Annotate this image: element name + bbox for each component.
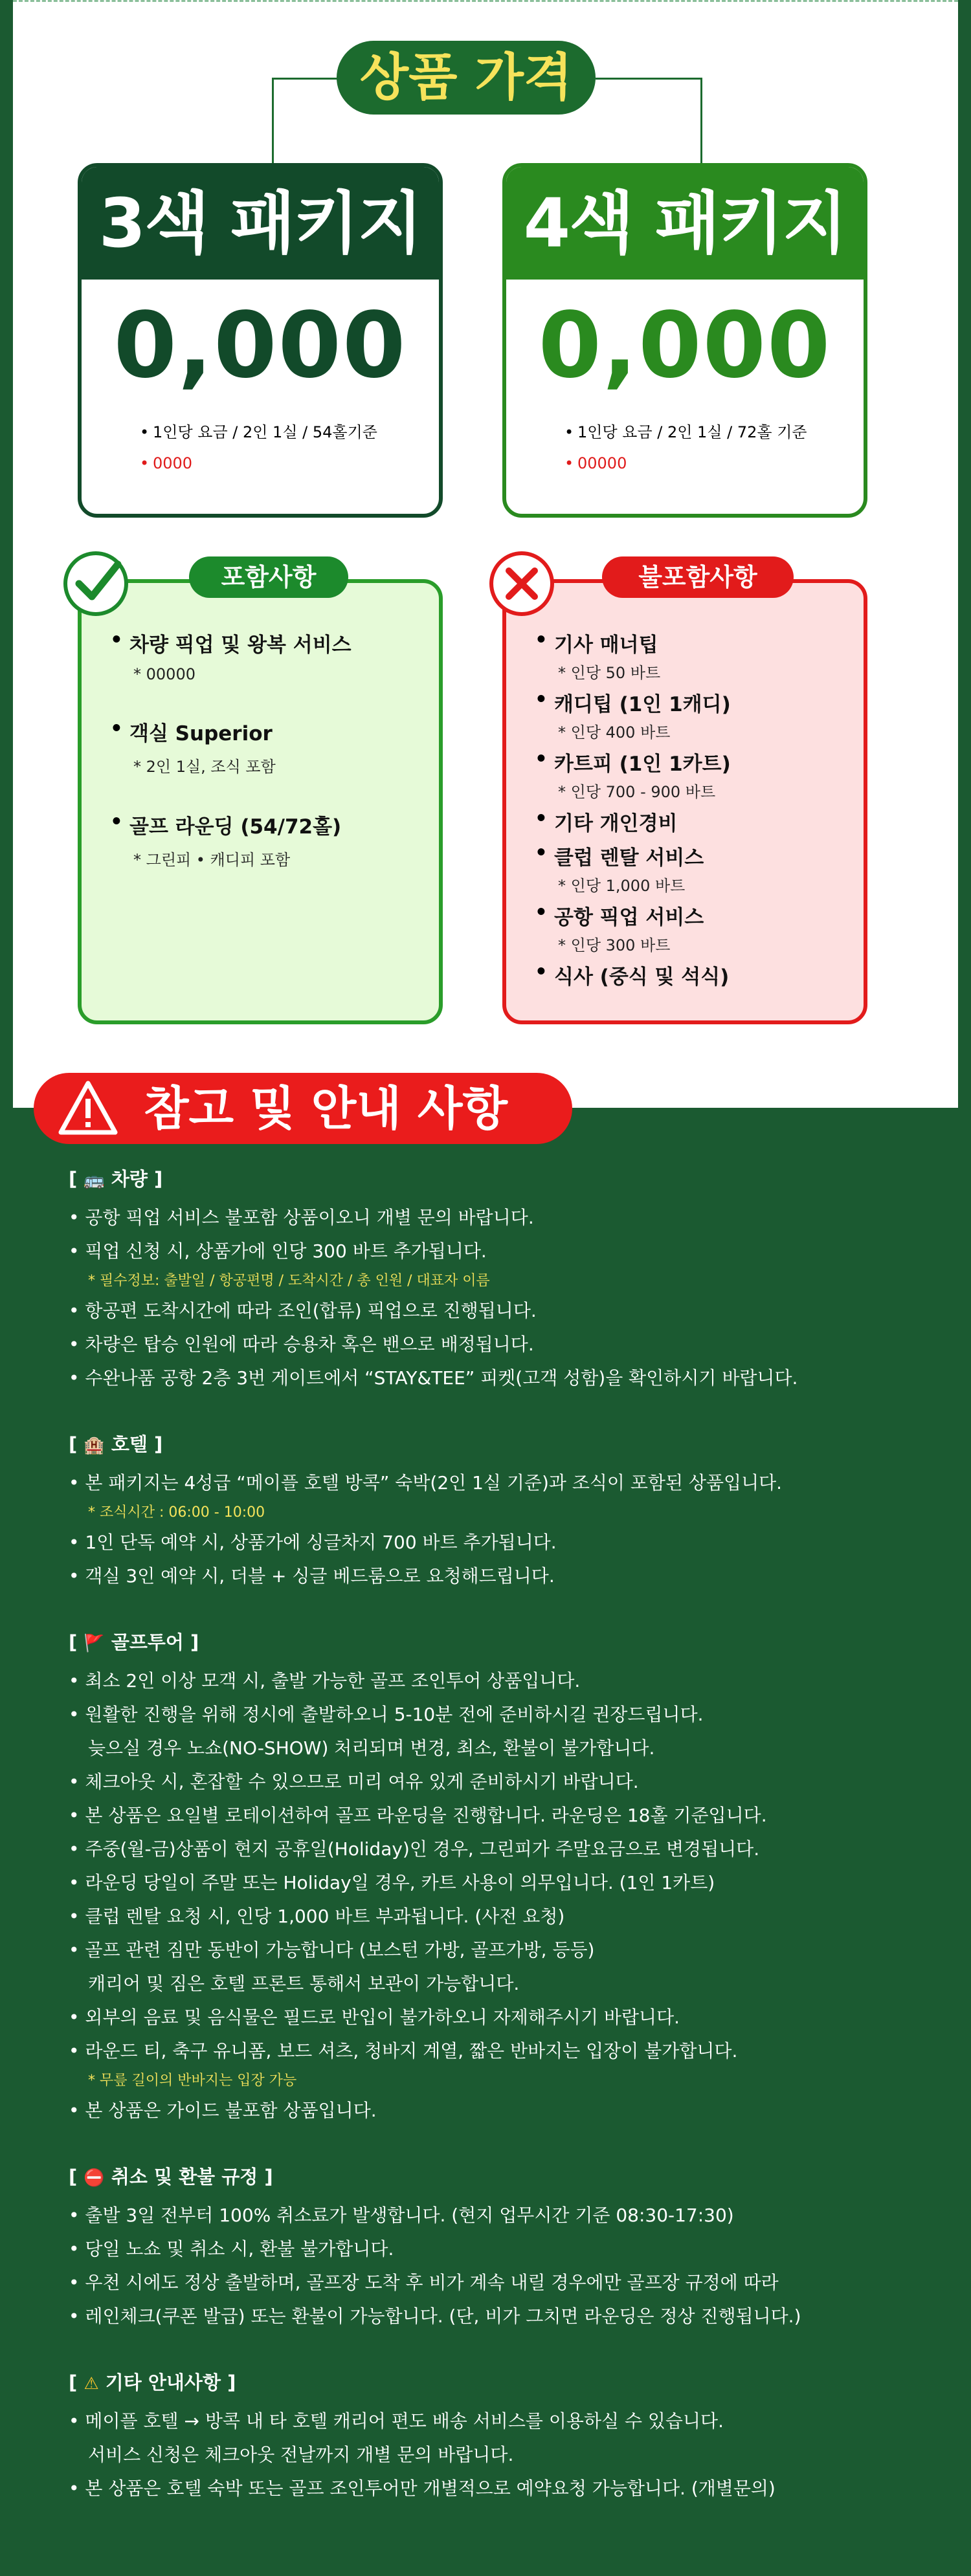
- excluded-item-label: • 카트피 (1인 1카트): [554, 753, 731, 776]
- notice-line: • 골프 관련 짐만 동반이 가능합니다 (보스턴 가방, 골프가방, 등등): [69, 1939, 595, 1961]
- section-title: [ 🏨 호텔 ]: [69, 1433, 163, 1455]
- included-item-label: • 골프 라운딩 (54/72홀): [129, 815, 342, 839]
- notice-line: • 본 패키지는 4성급 “메이플 호텔 방콕” 숙박(2인 1실 기준)과 조식이 포함된 상품입니다.: [69, 1472, 783, 1493]
- notice-line: • 본 상품은 요일별 로테이션하여 골프 라운딩을 진행합니다. 라운딩은 18홀 기준입니다.: [69, 1805, 767, 1826]
- excluded-item: [535, 747, 731, 802]
- notice-text: 체크아웃 시, 혼잡할 수 있으므로 미리 여유 있게 준비하시기 바랍니다.: [85, 1771, 639, 1792]
- package-info: • 1인당 요금 / 2인 1실 / 72홀 기준: [564, 417, 864, 448]
- package-price: 0,000: [113, 293, 407, 399]
- section-title: [ ⚠ 기타 안내사항 ]: [69, 2372, 236, 2394]
- notice-text: 라운드 티, 축구 유니폼, 보드 셔츠, 청바지 계열, 짧은 반바지는 입장이 불가합니다.: [85, 2040, 738, 2062]
- included-item: [110, 810, 352, 870]
- no-entry-icon: ⛔: [84, 2168, 105, 2188]
- notice-line: • 본 상품은 호텔 숙박 또는 골프 조인투어만 개별적으로 예약요청 가능합니다. (개별문의): [69, 2478, 776, 2499]
- notice-line: • 최소 2인 이상 모객 시, 출발 가능한 골프 조인투어 상품입니다.: [69, 1670, 581, 1691]
- notice-line: • 클럽 렌탈 요청 시, 인당 1,000 바트 부과됩니다. (사전 요청): [69, 1906, 565, 1927]
- connector-left: [272, 78, 339, 165]
- notice-text: 수완나품 공항 2층 3번 게이트에서 “STAY&TEE” 피켓(고객 성함)을 확인하시기 바랍니다.: [85, 1367, 798, 1389]
- warning-small-icon: ⚠: [84, 2374, 99, 2394]
- notice-text: 1인 단독 예약 시, 상품가에 싱글차지 700 바트 추가됩니다.: [85, 1532, 557, 1553]
- hotel-icon: 🏨: [84, 1436, 105, 1455]
- notice-line: • 원활한 진행을 위해 정시에 출발하오니 5-10분 전에 준비하시길 권장드립니다.: [69, 1704, 704, 1725]
- notice-text: 항공편 도착시간에 따라 조인(합류) 픽업으로 진행됩니다.: [85, 1300, 537, 1321]
- section-title-text: 취소 및 환불 규정: [111, 2166, 258, 2188]
- notice-line: • 레인체크(쿠폰 발급) 또는 환불이 가능합니다. (단, 비가 그치면 라운딩은 정상 진행됩니다.): [69, 2306, 801, 2327]
- package-card-4color: [502, 163, 867, 518]
- notice-text: 주중(월-금)상품이 현지 공휴일(Holiday)인 경우, 그린피가 주말요금으로 변경됩니다.: [85, 1838, 760, 1860]
- notice-text: 공항 픽업 서비스 불포함 상품이오니 개별 문의 바랍니다.: [85, 1207, 534, 1228]
- excluded-item-label: • 공항 픽업 서비스: [554, 906, 704, 929]
- included-item: [110, 628, 352, 683]
- notice-sub: * 무릎 길이의 반바지는 입장 가능: [88, 2073, 297, 2089]
- notice-text: 메이플 호텔 → 방콕 내 타 호텔 캐리어 편도 배송 서비스를 이용하실 수 있습니다.: [85, 2410, 724, 2432]
- notice-section-vehicle: [69, 1165, 930, 1395]
- notice-line: • 차량은 탑승 인원에 따라 승용차 혹은 밴으로 배정됩니다.: [69, 1334, 534, 1355]
- package-price: 0,000: [538, 293, 832, 399]
- connector-right: [596, 78, 702, 165]
- notice-line: • 당일 노쇼 및 취소 시, 환불 불가합니다.: [69, 2238, 394, 2260]
- notice-text: 원활한 진행을 위해 정시에 출발하오니 5-10분 전에 준비하시길 권장드립니다.: [85, 1704, 704, 1725]
- notice-content: [69, 1165, 930, 2540]
- x-icon: [489, 551, 554, 616]
- package-card-3color: [78, 163, 443, 518]
- package-name: 4색 패키지: [506, 167, 864, 280]
- notice-section-etc: [69, 2368, 930, 2505]
- notice-line: • 출발 3일 전부터 100% 취소료가 발생합니다. (현지 업무시간 기준 08:30-17:30): [69, 2205, 734, 2226]
- included-item-label: • 객실 Superior: [129, 722, 273, 745]
- notice-line: • 항공편 도착시간에 따라 조인(합류) 픽업으로 진행됩니다.: [69, 1300, 537, 1321]
- section-title: [ ⛔ 취소 및 환불 규정 ]: [69, 2166, 273, 2188]
- excluded-box: [502, 579, 867, 1024]
- notice-text: 우천 시에도 정상 출발하며, 골프장 도착 후 비가 계속 내릴 경우에만 골프장 규정에 따라: [85, 2272, 779, 2293]
- notice-text: 외부의 음료 및 음식물은 필드로 반입이 불가하오니 자제해주시기 바랍니다.: [85, 2007, 680, 2028]
- notice-cont: 서비스 신청은 체크아웃 전날까지 개별 문의 바랍니다.: [88, 2444, 514, 2465]
- section-title-text: 골프투어: [111, 1631, 184, 1653]
- notice-section-golf: [69, 1628, 930, 2128]
- package-info-list: [140, 417, 439, 479]
- notice-text: 출발 3일 전부터 100% 취소료가 발생합니다. (현지 업무시간 기준 08:30-17:30): [85, 2205, 734, 2226]
- included-item-sub: * 00000: [133, 665, 195, 683]
- check-icon: [63, 551, 128, 616]
- excluded-item: [535, 901, 731, 955]
- notice-text: 당일 노쇼 및 취소 시, 환불 불가합니다.: [85, 2238, 394, 2260]
- warning-icon: [58, 1079, 118, 1136]
- notice-line: • 주중(월-금)상품이 현지 공휴일(Holiday)인 경우, 그린피가 주말요금으로 변경됩니다.: [69, 1838, 760, 1860]
- included-item-sub: * 2인 1실, 조식 포함: [133, 758, 276, 776]
- package-info-list: [564, 417, 864, 479]
- included-item: [110, 717, 352, 776]
- bus-icon: 🚌: [84, 1171, 105, 1190]
- notice-text: 본 상품은 요일별 로테이션하여 골프 라운딩을 진행합니다. 라운딩은 18홀 기준입니다.: [85, 1805, 767, 1826]
- notice-text: 본 패키지는 4성급 “메이플 호텔 방콕” 숙박(2인 1실 기준)과 조식이 포함된 상품입니다.: [85, 1472, 783, 1493]
- notice-cont: 늦으실 경우 노쇼(NO-SHOW) 처리되며 변경, 최소, 환불이 불가합니다.: [88, 1737, 655, 1759]
- notice-sub: * 조식시간 : 06:00 - 10:00: [88, 1504, 265, 1521]
- excluded-item-sub: * 인당 300 바트: [558, 936, 671, 954]
- excluded-item: [535, 628, 731, 683]
- notice-text: 픽업 신청 시, 상품가에 인당 300 바트 추가됩니다.: [85, 1240, 487, 1262]
- notice-line: • 1인 단독 예약 시, 상품가에 싱글차지 700 바트 추가됩니다.: [69, 1532, 557, 1553]
- excluded-item-label: • 캐디팁 (1인 1캐디): [554, 693, 731, 716]
- notice-text: 본 상품은 가이드 불포함 상품입니다.: [85, 2100, 377, 2121]
- excluded-item-sub: * 인당 700 - 900 바트: [558, 783, 716, 801]
- included-title: 포함사항: [189, 556, 348, 598]
- section-title-text: 호텔: [111, 1433, 148, 1455]
- notice-section-hotel: [69, 1430, 930, 1593]
- included-item-label: • 차량 픽업 및 왕복 서비스: [129, 633, 352, 657]
- notice-line: • 라운딩 당일이 주말 또는 Holiday일 경우, 카트 사용이 의무입니다. (1인 1카트): [69, 1872, 715, 1893]
- excluded-item: [535, 688, 731, 742]
- notice-line: • 메이플 호텔 → 방콕 내 타 호텔 캐리어 편도 배송 서비스를 이용하실 수 있습니다.: [69, 2410, 724, 2432]
- excluded-title: 불포함사항: [602, 556, 794, 598]
- notice-text: 레인체크(쿠폰 발급) 또는 환불이 가능합니다. (단, 비가 그치면 라운딩은 정상 진행됩니다.): [85, 2306, 801, 2327]
- excluded-item-label: • 기타 개인경비: [554, 812, 678, 835]
- section-title: [ 🚩 골프투어 ]: [69, 1631, 199, 1653]
- notice-cont: 캐리어 및 짐은 호텔 프론트 통해서 보관이 가능합니다.: [88, 1973, 520, 1994]
- included-item-sub: * 그린피 • 캐디피 포함: [133, 851, 291, 869]
- section-title-text: 차량: [111, 1168, 148, 1190]
- notice-text: 객실 3인 예약 시, 더블 + 싱글 베드룸으로 요청해드립니다.: [85, 1565, 555, 1587]
- excluded-item: [535, 960, 731, 989]
- package-note: • 00000: [564, 448, 864, 479]
- package-name: 3색 패키지: [82, 167, 439, 280]
- excluded-item-label: • 클럽 렌탈 서비스: [554, 846, 704, 870]
- notice-section-cancel: [69, 2163, 930, 2333]
- package-note: • 0000: [140, 448, 439, 479]
- excluded-item-sub: * 인당 50 바트: [558, 664, 661, 682]
- notice-sub: * 필수정보: 출발일 / 항공편명 / 도착시간 / 총 인원 / 대표자 이름: [88, 1273, 490, 1289]
- notice-text: 골프 관련 짐만 동반이 가능합니다 (보스턴 가방, 골프가방, 등등): [85, 1939, 595, 1961]
- included-box: [78, 579, 443, 1024]
- section-title-text: 기타 안내사항: [105, 2372, 221, 2394]
- notice-line: • 본 상품은 가이드 불포함 상품입니다.: [69, 2100, 377, 2121]
- notice-title: 참고 및 안내 사항: [34, 1073, 572, 1144]
- top-dashed-divider: [13, 0, 958, 2]
- notice-text: 차량은 탑승 인원에 따라 승용차 혹은 밴으로 배정됩니다.: [85, 1334, 534, 1355]
- excluded-list: [535, 628, 731, 995]
- notice-line: • 라운드 티, 축구 유니폼, 보드 셔츠, 청바지 계열, 짧은 반바지는 입장이 불가합니다.: [69, 2040, 738, 2062]
- notice-line: • 우천 시에도 정상 출발하며, 골프장 도착 후 비가 계속 내릴 경우에만 골프장 규정에 따라: [69, 2272, 779, 2293]
- notice-line: • 외부의 음료 및 음식물은 필드로 반입이 불가하오니 자제해주시기 바랍니다.: [69, 2007, 680, 2028]
- notice-line: • 수완나품 공항 2층 3번 게이트에서 “STAY&TEE” 피켓(고객 성함)을 확인하시기 바랍니다.: [69, 1367, 798, 1389]
- notice-line: • 픽업 신청 시, 상품가에 인당 300 바트 추가됩니다.: [69, 1240, 487, 1262]
- notice-line: • 체크아웃 시, 혼잡할 수 있으므로 미리 여유 있게 준비하시기 바랍니다.: [69, 1771, 639, 1792]
- price-title: 상품 가격: [337, 41, 596, 115]
- excluded-item-sub: * 인당 400 바트: [558, 723, 671, 742]
- excluded-item: [535, 841, 731, 896]
- flag-icon: 🚩: [84, 1634, 105, 1653]
- notice-text: 본 상품은 호텔 숙박 또는 골프 조인투어만 개별적으로 예약요청 가능합니다. (개별문의): [85, 2478, 776, 2499]
- notice-text: 최소 2인 이상 모객 시, 출발 가능한 골프 조인투어 상품입니다.: [85, 1670, 581, 1691]
- notice-text: 클럽 렌탈 요청 시, 인당 1,000 바트 부과됩니다. (사전 요청): [85, 1906, 565, 1927]
- section-title: [ 🚌 차량 ]: [69, 1168, 163, 1190]
- excluded-item-label: • 기사 매너팁: [554, 633, 658, 657]
- notice-text: 라운딩 당일이 주말 또는 Holiday일 경우, 카트 사용이 의무입니다. (1인 1카트): [85, 1872, 715, 1893]
- notice-line: • 객실 3인 예약 시, 더블 + 싱글 베드룸으로 요청해드립니다.: [69, 1565, 555, 1587]
- excluded-item-label: • 식사 (중식 및 석식): [554, 965, 730, 989]
- excluded-item: [535, 807, 731, 836]
- notice-line: • 공항 픽업 서비스 불포함 상품이오니 개별 문의 바랍니다.: [69, 1207, 534, 1228]
- excluded-item-sub: * 인당 1,000 바트: [558, 877, 686, 895]
- included-list: [110, 628, 352, 903]
- package-info: • 1인당 요금 / 2인 1실 / 54홀기준: [140, 417, 439, 448]
